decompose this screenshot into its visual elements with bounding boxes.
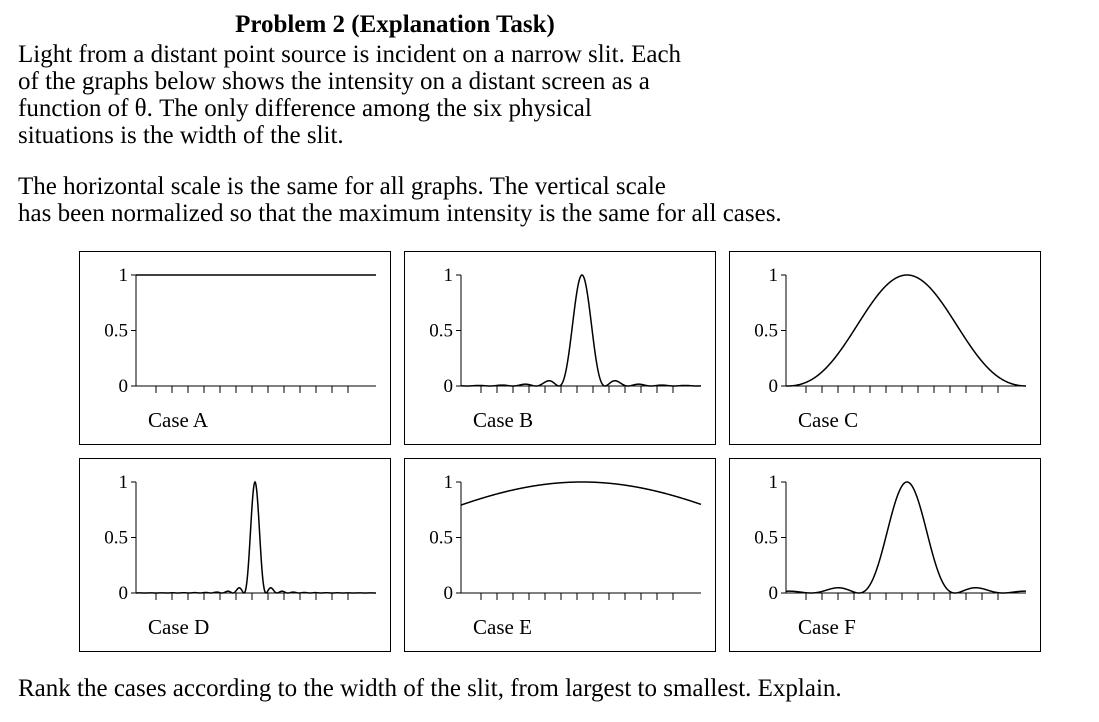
y-tick-label: 0 bbox=[768, 583, 778, 604]
y-tick-label: 0 bbox=[118, 583, 128, 604]
graph-panel-case-f bbox=[729, 458, 1041, 652]
graph-panel-case-d bbox=[79, 458, 391, 652]
scale-note-line: has been normalized so that the maximum intensity is the same for all cases. bbox=[18, 200, 782, 227]
intensity-curve bbox=[786, 482, 1026, 593]
graph-svg bbox=[730, 459, 1042, 653]
y-tick-label: 1 bbox=[768, 265, 778, 286]
problem-title: Problem 2 (Explanation Task) bbox=[235, 11, 555, 38]
y-tick-label: 1 bbox=[768, 472, 778, 493]
y-tick-label: 0 bbox=[443, 583, 453, 604]
intro-line: situations is the width of the slit. bbox=[18, 122, 344, 149]
graph-panel-case-c bbox=[729, 251, 1041, 445]
graph-svg bbox=[80, 459, 392, 653]
intensity-curve bbox=[461, 482, 701, 505]
y-tick-label: 0 bbox=[443, 376, 453, 397]
question-text: Rank the cases according to the width of the slit, from largest to smallest. Explain. bbox=[18, 675, 842, 702]
y-tick-label: 0 bbox=[768, 376, 778, 397]
graph-svg bbox=[80, 252, 392, 446]
y-tick-label: 0.5 bbox=[429, 527, 453, 549]
y-tick-label: 1 bbox=[443, 472, 453, 493]
intensity-curve bbox=[461, 275, 701, 386]
graph-svg bbox=[405, 252, 717, 446]
y-tick-label: 0 bbox=[118, 376, 128, 397]
graph-svg bbox=[405, 459, 717, 653]
graph-panel-case-e bbox=[404, 458, 716, 652]
y-tick-label: 0.5 bbox=[754, 320, 778, 342]
case-label: Case A bbox=[148, 408, 209, 432]
intensity-curve bbox=[786, 275, 1026, 386]
y-tick-label: 0.5 bbox=[754, 527, 778, 549]
y-tick-label: 0.5 bbox=[104, 527, 128, 549]
case-label: Case D bbox=[148, 615, 210, 639]
case-label: Case F bbox=[798, 615, 856, 639]
intro-line: Light from a distant point source is incident on a narrow slit. Each bbox=[18, 41, 682, 68]
intro-line: function of θ. The only difference among the six physical bbox=[18, 95, 592, 122]
scale-note-paragraph bbox=[18, 173, 782, 227]
case-label: Case E bbox=[473, 615, 532, 639]
case-label: Case B bbox=[473, 408, 534, 432]
y-tick-label: 1 bbox=[118, 472, 128, 493]
scale-note-line: The horizontal scale is the same for all graphs. The vertical scale bbox=[18, 173, 666, 200]
y-tick-label: 1 bbox=[443, 265, 453, 286]
graph-panel-case-b bbox=[404, 251, 716, 445]
case-label: Case C bbox=[798, 408, 859, 432]
y-tick-label: 0.5 bbox=[429, 320, 453, 342]
intro-paragraph bbox=[18, 41, 681, 149]
intro-line: of the graphs below shows the intensity on a distant screen as a bbox=[18, 68, 650, 95]
y-tick-label: 1 bbox=[118, 265, 128, 286]
graph-panel-case-a bbox=[79, 251, 391, 445]
y-tick-label: 0.5 bbox=[104, 320, 128, 342]
graph-svg bbox=[730, 252, 1042, 446]
intensity-curve bbox=[136, 482, 376, 593]
